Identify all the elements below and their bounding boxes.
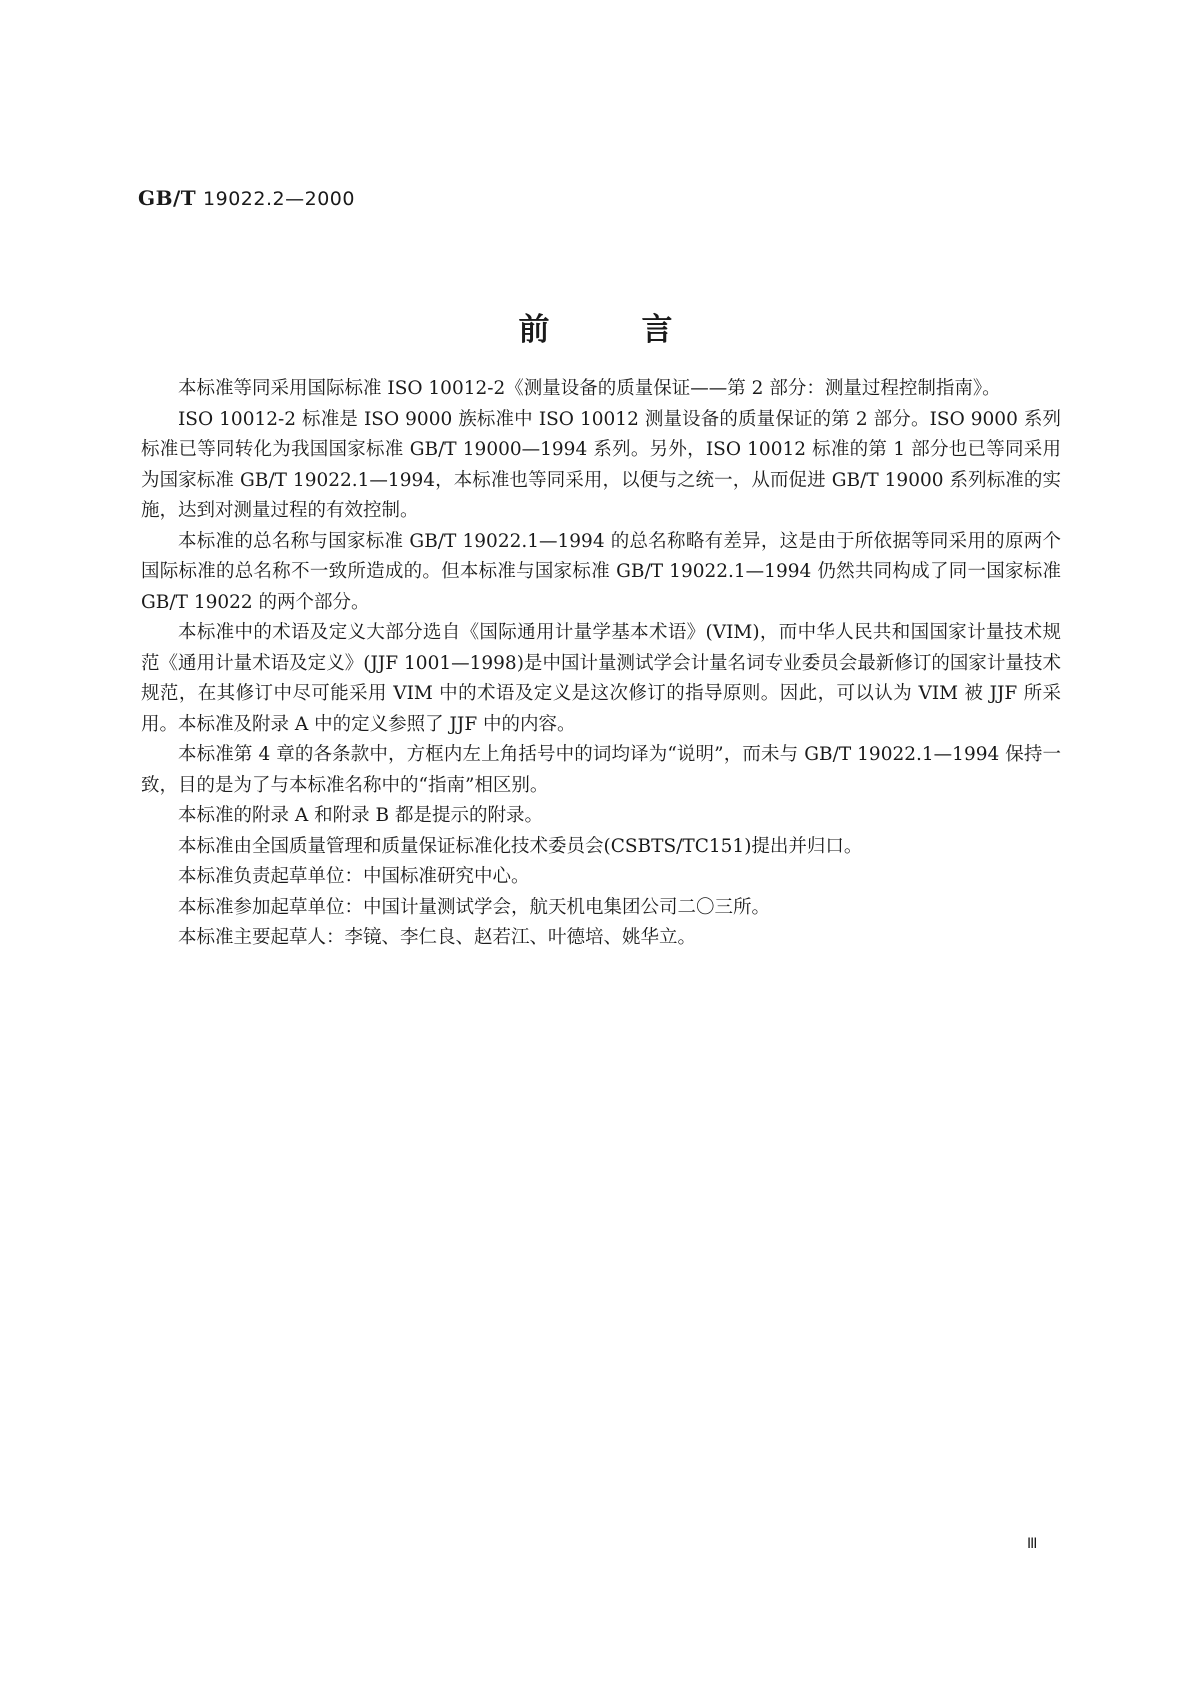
paragraph-10: 本标准主要起草人：李镜、李仁良、赵若江、叶德培、姚华立。 <box>178 927 697 948</box>
paragraph-6: 本标准的附录 A 和附录 B 都是提示的附录。 <box>178 805 543 826</box>
paragraph-1: 本标准等同采用国际标准 ISO 10012-2《测量设备的质量保证——第 2 部分：测量过程控制指南》。 <box>178 378 1001 399</box>
paragraph-9: 本标准参加起草单位：中国计量测试学会，航天机电集团公司二〇三所。 <box>178 896 771 918</box>
paragraph-7: 本标准由全国质量管理和质量保证标准化技术委员会(CSBTS/TC151)提出并归口。 <box>178 835 863 857</box>
paragraph-5: 本标准第 4 章的各条款中，方框内左上角括号中的词均译为“说明”，而未与 GB/T 19022.1—1994 保持一致，目的是为了与本标准名称中的“指南”相区别。 <box>141 744 1061 796</box>
paragraph-2: ISO 10012-2 标准是 ISO 9000 族标准中 ISO 10012 测量设备的质量保证的第 2 部分。ISO 9000 系列标准已等同转化为我国国家标准 GB/T 19000—1994 系列。另外，ISO 10012 标准的第 1 部分也已等同采用为国家标准 GB/T 19022.1—1994，本标准也等同采用，以便与之统一，从而促进 GB/T 19000 系列标准的实施，达到对测量过程的有效控制。 <box>141 408 1061 521</box>
paragraph-8: 本标准负责起草单位：中国标准研究中心。 <box>178 866 530 887</box>
foreword-body <box>141 374 1061 954</box>
paragraph-4: 本标准中的术语及定义大部分选自《国际通用计量学基本术语》(VIM)，而中华人民共和国国家计量技术规范《通用计量术语及定义》(JJF 1001—1998)是中国计量测试学会计量名词专业委员会最新修订的国家计量技术规范，在其修订中尽可能采用 VIM 中的术语及定义是这次修订的指导原则。因此，可以认为 VIM 被 JJF 所采用。本标准及附录 A 中的定义参照了 JJF 中的内容。 <box>141 622 1061 735</box>
page-number: III <box>1027 1536 1037 1552</box>
standard-code: GB/T <box>138 186 197 210</box>
section-title: 前言 <box>518 312 765 348</box>
standard-number: 19022.2—2000 <box>203 188 355 210</box>
document-header <box>138 186 355 210</box>
paragraph-3: 本标准的总名称与国家标准 GB/T 19022.1—1994 的总名称略有差异，这是由于所依据等同采用的原两个国际标准的总名称不一致所造成的。但本标准与国家标准 GB/T 19022.1—1994 仍然共同构成了同一国家标准 GB/T 19022 的两个部分。 <box>141 530 1061 613</box>
